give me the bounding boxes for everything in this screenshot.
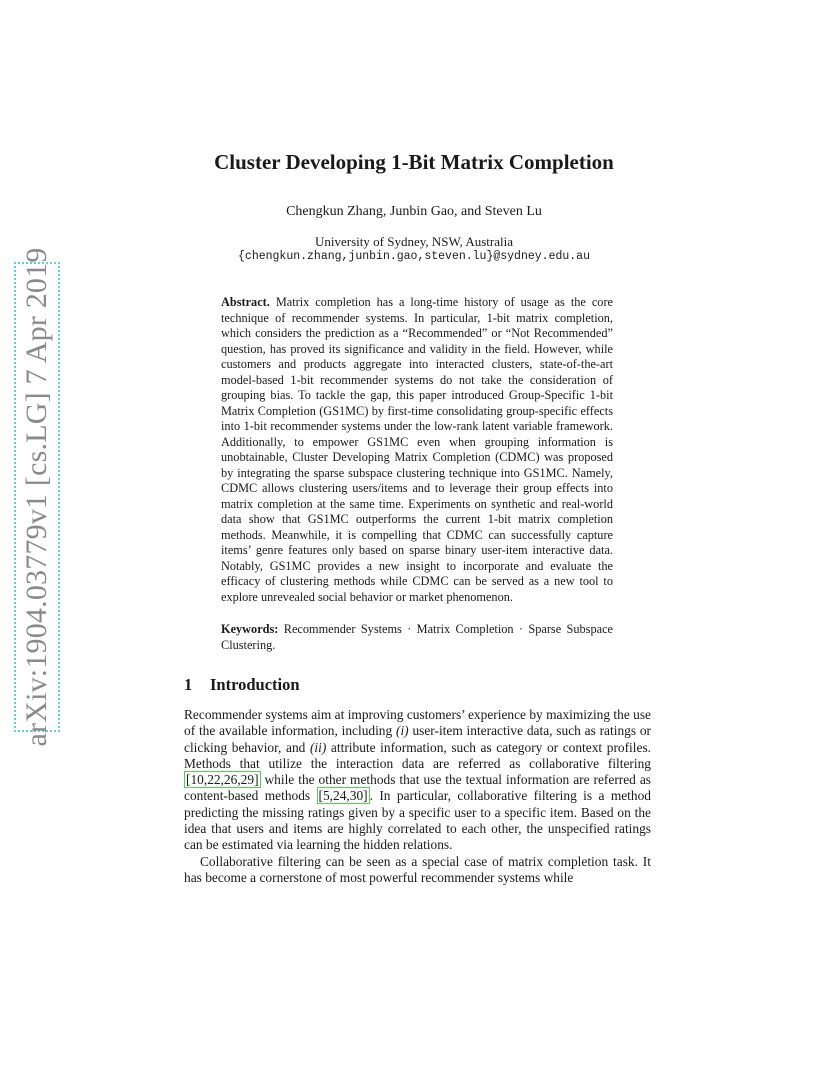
intro-text: . In particular, collaborative filtering is a method predicting the missing ratings given by a specific user to a specific item. Based on the idea that users and items are highly correlated to each other, the unspecified ratings can be estimated via learning the hidden relations. (184, 788, 651, 853)
intro-text: attribute information, such as category or context profiles. Methods that utilize the interaction data are referred as collaborative filtering (184, 739, 652, 771)
intro-enum-i: (i) (396, 723, 409, 739)
abstract-label: Abstract. (221, 295, 270, 309)
intro-paragraph-2: Collaborative filtering can be seen as a special case of matrix completion task. It has become a cornerstone of most powerful recommender systems while (184, 853, 651, 885)
citation-link[interactable]: [5,24,30] (318, 788, 368, 804)
section-title: Introduction (210, 675, 300, 694)
keywords-label: Keywords: (221, 622, 279, 636)
intro-enum-ii: (ii) (309, 739, 327, 755)
intro-text: while the other methods that use the textual information are referred as content-based methods (184, 772, 651, 804)
keywords (221, 622, 613, 653)
abstract-text: Matrix completion has a long-time history of usage as the core technique of recommender systems. In particular, 1-bit matrix completion, which considers the prediction as a “Recommended” or “Not Recommended” question, has proved its significance and validity in the field. However, while customers and products aggregate into interacted clusters, state-of-the-art model-based 1-bit recommender systems do not take the consideration of grouping bias. To tackle the gap, this paper introduced Group-Specific 1-bit Matrix Completion (GS1MC) by first-time consolidating group-specific effects into 1-bit recommender systems under the low-rank latent variable framework. Additionally, to empower GS1MC even when grouping information is unobtainable, Cluster Developing Matrix Completion (CDMC) was proposed by integrating the sparse subspace clustering technique into GS1MC. Namely, CDMC allows clustering users/items and to leverage their group effects into matrix completion at the same time. Experiments on synthetic and real-world data show that GS1MC outperforms the current 1-bit matrix completion methods. Meanwhile, it is compelling that CDMC can successfully capture items’ genre features only based on sparse binary user-item interactive data. Notably, GS1MC provides a new insight to incorporate and evaluate the efficacy of clustering methods while CDMC can be served as a new tool to explore unrevealed social behavior or market phenomenon. (221, 295, 613, 604)
introduction-body (184, 707, 651, 886)
author-emails: {chengkun.zhang,junbin.gao,steven.lu}@sydney.edu.au (238, 250, 590, 263)
abstract (221, 295, 613, 605)
section-number: 1 (184, 675, 193, 694)
intro-text: user-item interactive data, such as ratings or clicking behavior, and (184, 723, 651, 755)
intro-paragraph-1 (184, 707, 651, 854)
arxiv-stamp (14, 247, 60, 747)
paper-authors: Chengkun Zhang, Junbin Gao, and Steven Lu (286, 204, 542, 219)
affiliation: University of Sydney, NSW, Australia (315, 234, 513, 249)
paper-title: Cluster Developing 1-Bit Matrix Completion (214, 150, 614, 174)
section-heading (184, 675, 300, 695)
intro-text: Recommender systems aim at improving customers’ experience by maximizing the use of the available information, including (184, 707, 651, 739)
citation-link[interactable]: [10,22,26,29] (186, 772, 259, 788)
keywords-text: Recommender Systems · Matrix Completion · Sparse Subspace Clustering. (221, 622, 613, 652)
arxiv-id: arXiv:1904.03779v1 [cs.LG] 7 Apr 2019 (20, 247, 53, 747)
